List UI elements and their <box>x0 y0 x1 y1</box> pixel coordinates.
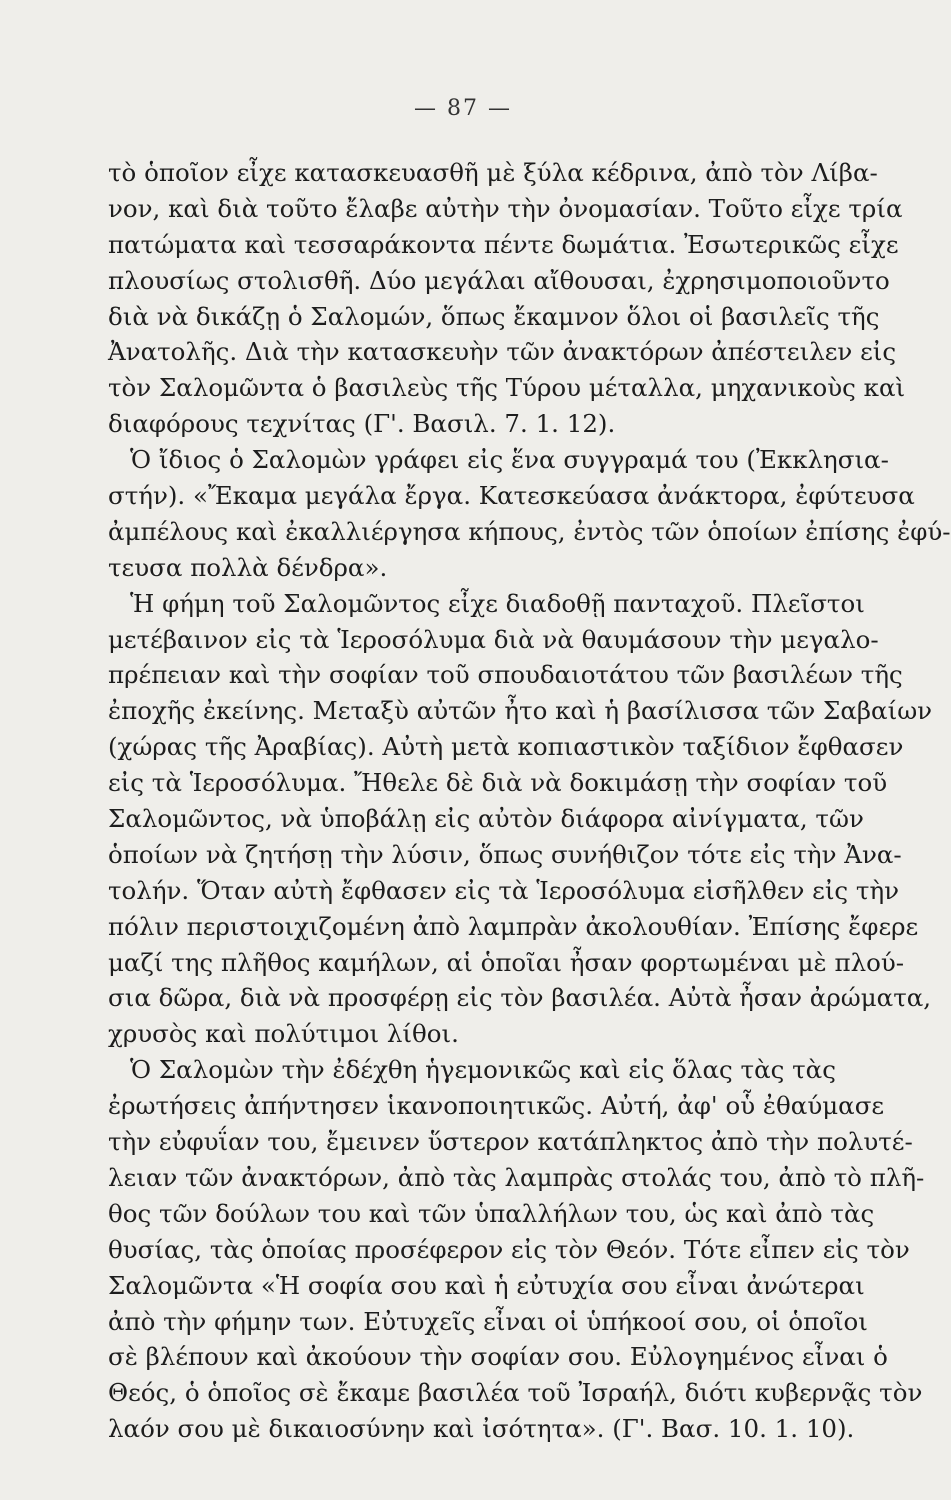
paragraph <box>108 586 933 1053</box>
paragraph <box>108 442 951 586</box>
text-line: Σαλομῶντα «Ἡ σοφία σου καὶ ἡ εὐτυχία σου εἶναι ἀνώτεραι <box>108 1270 865 1300</box>
text-line: στήν). «Ἔκαμα μεγάλα ἔργα. Κατεσκεύασα ἀνάκτορα, ἐφύτευσα <box>108 481 915 511</box>
text-line: σια δῶρα, διὰ νὰ προσφέρῃ εἰς τὸν βασιλέα. Αὐτὰ ἦσαν ἀρώματα, <box>108 983 932 1013</box>
text-line: διὰ νὰ δικάζῃ ὁ Σαλομών, ὅπως ἔκαμνον ὅλοι οἱ βασιλεῖς τῆς <box>108 301 880 331</box>
text-line: πόλιν περιστοιχιζομένη ἀπὸ λαμπρὰν ἀκολουθίαν. Ἐπίσης ἔφερε <box>108 911 919 941</box>
paragraph <box>108 155 906 442</box>
text-line: λαόν σου μὲ δικαιοσύνην καὶ ἰσότητα». (Γ'. Βασ. 10. 1. 10). <box>108 1414 855 1444</box>
text-line: πατώματα καὶ τεσσαράκοντα πέντε δωμάτια. Ἐσωτερικῶς εἶχε <box>108 229 899 259</box>
text-line: διαφόρους τεχνίτας (Γ'. Βασιλ. 7. 1. 12). <box>108 409 616 439</box>
text-line: τὸν Σαλομῶντα ὁ βασιλεὺς τῆς Τύρου μέταλλα, μηχανικοὺς καὶ <box>108 373 906 403</box>
text-line: σὲ βλέπουν καὶ ἀκούουν τὴν σοφίαν σου. Εὐλογημένος εἶναι ὁ <box>108 1342 888 1372</box>
text-line: θυσίας, τὰς ὁποίας προσέφερον εἰς τὸν Θεόν. Τότε εἶπεν εἰς τὸν <box>108 1234 910 1264</box>
text-line: Σαλομῶντος, νὰ ὑποβάλῃ εἰς αὐτὸν διάφορα αἰνίγματα, τῶν <box>108 804 864 834</box>
text-line: Ἡ φήμη τοῦ Σαλομῶντος εἶχε διαδοθῇ πανταχοῦ. Πλεῖστοι <box>130 588 865 618</box>
text-line: ἀπὸ τὴν φήμην των. Εὐτυχεῖς εἶναι οἱ ὑπήκοοί σου, οἱ ὁποῖοι <box>108 1306 868 1336</box>
paragraph <box>108 1052 925 1447</box>
text-line: ἐποχῆς ἐκείνης. Μεταξὺ αὐτῶν ἦτο καὶ ἡ βασίλισσα τῶν Σαβαίων <box>108 696 933 726</box>
text-line: πλουσίως στολισθῆ. Δύο μεγάλαι αἴθουσαι, ἐχρησιμοποιοῦντο <box>108 265 890 295</box>
text-line: ἀμπέλους καὶ ἐκαλλιέργησα κήπους, ἐντὸς τῶν ὁποίων ἐπίσης ἐφύ- <box>108 516 951 546</box>
text-line: τὸ ὁποῖον εἶχε κατασκευασθῆ μὲ ξύλα κέδρινα, ἀπὸ τὸν Λίβα- <box>108 158 878 187</box>
text-line: νον, καὶ διὰ τοῦτο ἔλαβε αὐτὴν τὴν ὀνομασίαν. Τοῦτο εἶχε τρία <box>108 193 903 223</box>
text-line: πρέπειαν καὶ τὴν σοφίαν τοῦ σπουδαιοτάτου τῶν βασιλέων τῆς <box>108 660 903 690</box>
text-line: μαζί της πλῆθος καμήλων, αἱ ὁποῖαι ἦσαν φορτωμέναι μὲ πλού- <box>108 947 905 977</box>
text-line: τευσα πολλὰ δένδρα». <box>108 552 388 582</box>
text-line: χρυσὸς καὶ πολύτιμοι λίθοι. <box>108 1019 459 1049</box>
body-text <box>108 155 951 1447</box>
text-line: Θεός, ὁ ὁποῖος σὲ ἔκαμε βασιλέα τοῦ Ἰσραήλ, διότι κυβερνᾷς τὸν <box>108 1378 923 1408</box>
text-line: Ὁ ἴδιος ὁ Σαλομὼν γράφει εἰς ἕνα συγγραμά του (Ἐκκλησια- <box>130 445 889 475</box>
text-line: τολήν. Ὅταν αὐτὴ ἔφθασεν εἰς τὰ Ἱεροσόλυμα εἰσῆλθεν εἰς τὴν <box>108 875 900 905</box>
text-line: τὴν εὐφυΐαν του, ἔμεινεν ὕστερον κατάπληκτος ἀπὸ τὴν πολυτέ- <box>108 1127 913 1157</box>
text-line: ὁποίων νὰ ζητήσῃ τὴν λύσιν, ὅπως συνήθιζον τότε εἰς τὴν Ἀνα- <box>108 839 902 869</box>
text-line: (χώρας τῆς Ἀραβίας). Αὐτὴ μετὰ κοπιαστικὸν ταξίδιον ἔφθασεν <box>108 732 904 762</box>
text-line: λειαν τῶν ἀνακτόρων, ἀπὸ τὰς λαμπρὰς στολάς του, ἀπὸ τὸ πλῆ- <box>108 1162 925 1192</box>
text-line: μετέβαινον εἰς τὰ Ἱεροσόλυμα διὰ νὰ θαυμάσουν τὴν μεγαλο- <box>108 624 879 654</box>
text-line: θος τῶν δούλων του καὶ τῶν ὑπαλλήλων του, ὡς καὶ ἀπὸ τὰς <box>108 1198 875 1228</box>
text-line: Ἀνατολῆς. Διὰ τὴν κατασκευὴν τῶν ἀνακτόρων ἀπέστειλεν εἰς <box>108 337 897 367</box>
text-line: ἐρωτήσεις ἀπήντησεν ἱκανοποιητικῶς. Αὐτή, ἀφ' οὗ ἐθαύμασε <box>108 1091 885 1121</box>
page-number: — 87 — <box>414 96 512 121</box>
text-line: εἰς τὰ Ἱεροσόλυμα. Ἤθελε δὲ διὰ νὰ δοκιμάσῃ τὴν σοφίαν τοῦ <box>108 768 888 798</box>
text-line: Ὁ Σαλομὼν τὴν ἐδέχθη ἡγεμονικῶς καὶ εἰς ὅλας τὰς τὰς <box>130 1055 836 1085</box>
